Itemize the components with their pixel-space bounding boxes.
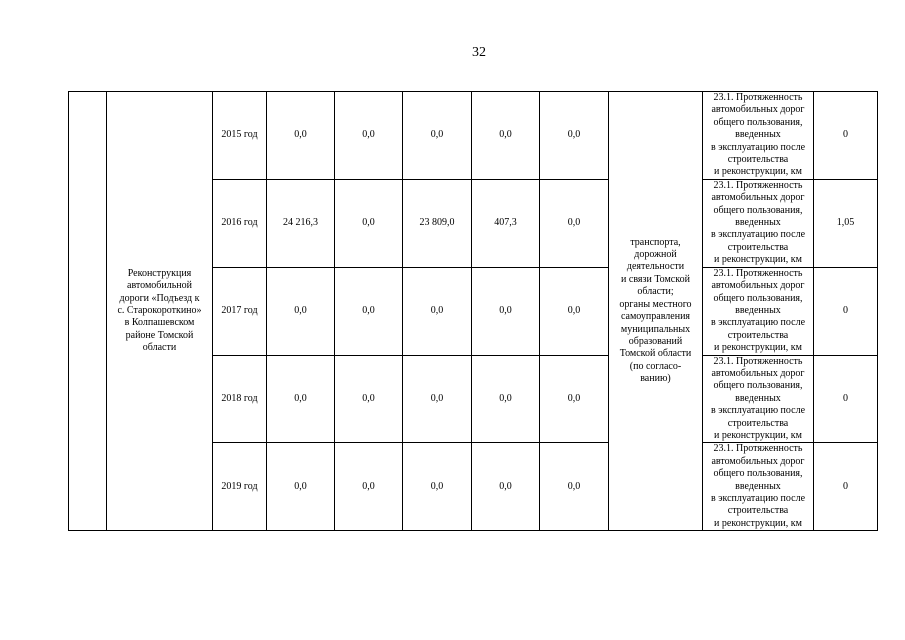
- value-cell: 407,3: [472, 179, 540, 267]
- value-cell: 0,0: [267, 443, 335, 531]
- indicator-cell: [703, 92, 814, 180]
- indicator-cell: [703, 443, 814, 531]
- value-cell: 0,0: [335, 267, 403, 355]
- value-cell: 0,0: [335, 443, 403, 531]
- value-cell: 0,0: [403, 267, 472, 355]
- value-cell: 0,0: [472, 355, 540, 443]
- row-number-cell: [69, 92, 107, 531]
- indicator-value-cell: 0: [814, 92, 878, 180]
- executor-cell: [609, 92, 703, 531]
- measure-name: Реконструкция автомобильной дороги «Подъезд к с. Старокороткино» в Колпашевском районе Томской области: [117, 267, 202, 354]
- value-cell: 0,0: [403, 92, 472, 180]
- indicator-value-cell: 0: [814, 443, 878, 531]
- year-cell: 2016 год: [213, 179, 267, 267]
- indicator-cell: [703, 267, 814, 355]
- year-cell: 2017 год: [213, 267, 267, 355]
- indicator-value-cell: 0: [814, 267, 878, 355]
- indicator-text: 23.1. Протяженность автомобильных дорог общего пользования, введенных в эксплуатацию после строительства и реконструкции, км: [710, 443, 806, 529]
- value-cell: 0,0: [403, 355, 472, 443]
- value-cell: 0,0: [267, 355, 335, 443]
- year-cell: 2015 год: [213, 92, 267, 180]
- value-cell: 0,0: [267, 267, 335, 355]
- indicator-text: 23.1. Протяженность автомобильных дорог общего пользования, введенных в эксплуатацию после строительства и реконструкции, км: [710, 267, 806, 354]
- indicator-text: 23.1. Протяженность автомобильных дорог общего пользования, введенных в эксплуатацию после строительства и реконструкции, км: [710, 355, 806, 441]
- executor-text: транспорта, дорожной деятельности и связи Томской области; органы местного самоуправления муниципальных образований Томской области (по согласо- ванию): [619, 236, 692, 385]
- value-cell: 0,0: [335, 179, 403, 267]
- value-cell: 0,0: [335, 355, 403, 443]
- value-cell: 0,0: [472, 267, 540, 355]
- value-cell: 0,0: [540, 443, 609, 531]
- value-cell: 0,0: [540, 179, 609, 267]
- value-cell: 0,0: [472, 443, 540, 531]
- value-cell: 0,0: [335, 92, 403, 180]
- program-table: [68, 91, 878, 531]
- value-cell: 0,0: [540, 355, 609, 443]
- table-row: [69, 92, 878, 180]
- value-cell: 0,0: [540, 92, 609, 180]
- indicator-cell: [703, 355, 814, 443]
- value-cell: 24 216,3: [267, 179, 335, 267]
- year-cell: 2019 год: [213, 443, 267, 531]
- indicator-text: 23.1. Протяженность автомобильных дорог общего пользования, введенных в эксплуатацию после строительства и реконструкции, км: [710, 179, 806, 266]
- value-cell: 0,0: [540, 267, 609, 355]
- value-cell: 0,0: [403, 443, 472, 531]
- value-cell: 23 809,0: [403, 179, 472, 267]
- measure-name-cell: [107, 92, 213, 531]
- indicator-value-cell: 1,05: [814, 179, 878, 267]
- value-cell: 0,0: [472, 92, 540, 180]
- indicator-text: 23.1. Протяженность автомобильных дорог общего пользования, введенных в эксплуатацию после строительства и реконструкции, км: [710, 92, 806, 178]
- year-cell: 2018 год: [213, 355, 267, 443]
- value-cell: 0,0: [267, 92, 335, 180]
- indicator-cell: [703, 179, 814, 267]
- indicator-value-cell: 0: [814, 355, 878, 443]
- page-number: 32: [472, 45, 486, 60]
